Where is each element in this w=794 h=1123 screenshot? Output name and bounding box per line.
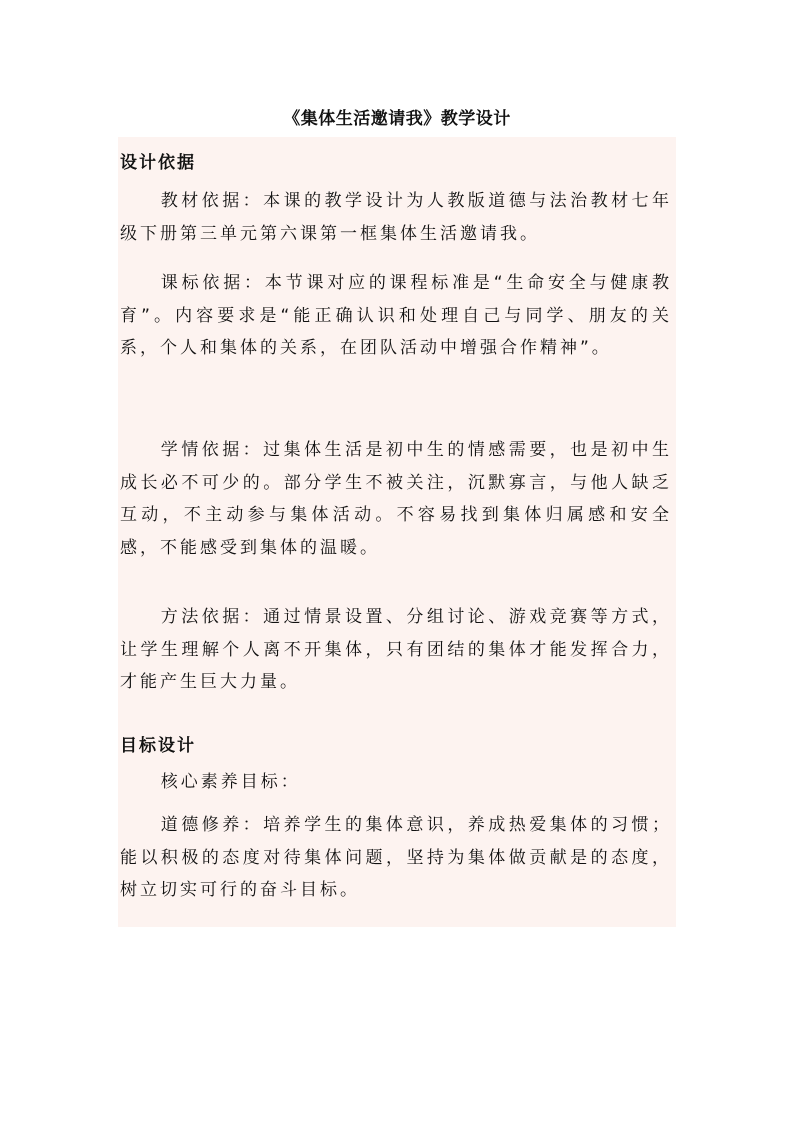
section-heading-design-basis: 设计依据 (120, 153, 196, 173)
paragraph-textbook-basis: 教材依据：本课的教学设计为人教版道德与法治教材七年级下册第三单元第六课第一框集体生活邀请我。 (120, 191, 672, 244)
section-heading-goal-design: 目标设计 (120, 736, 196, 756)
paragraph-method-basis: 方法依据：通过情景设置、分组讨论、游戏竞赛等方式，让学生理解个人离不开集体，只有团结的集体才能发挥合力，才能产生巨大力量。 (120, 607, 672, 692)
paragraph-curriculum-basis: 课标依据：本节课对应的课程标准是“生命安全与健康教育”。内容要求是“能正确认识和处理自己与同学、朋友的关系，个人和集体的关系，在团队活动中增强合作精神”。 (120, 273, 672, 358)
paragraph-moral-cultivation: 道德修养：培养学生的集体意识，养成热爱集体的习惯；能以积极的态度对待集体问题，坚持为集体做贡献是的态度，树立切实可行的奋斗目标。 (120, 815, 672, 900)
paragraph-student-basis: 学情依据：过集体生活是初中生的情感需要，也是初中生成长必不可少的。部分学生不被关注，沉默寡言，与他人缺乏互动，不主动参与集体活动。不容易找到集体归属感和安全感，不能感受到集体的温暖。 (120, 440, 672, 558)
paragraph-core-literacy-goals: 核心素养目标： (160, 772, 301, 792)
document-title: 《集体生活邀请我》教学设计 (283, 109, 511, 129)
